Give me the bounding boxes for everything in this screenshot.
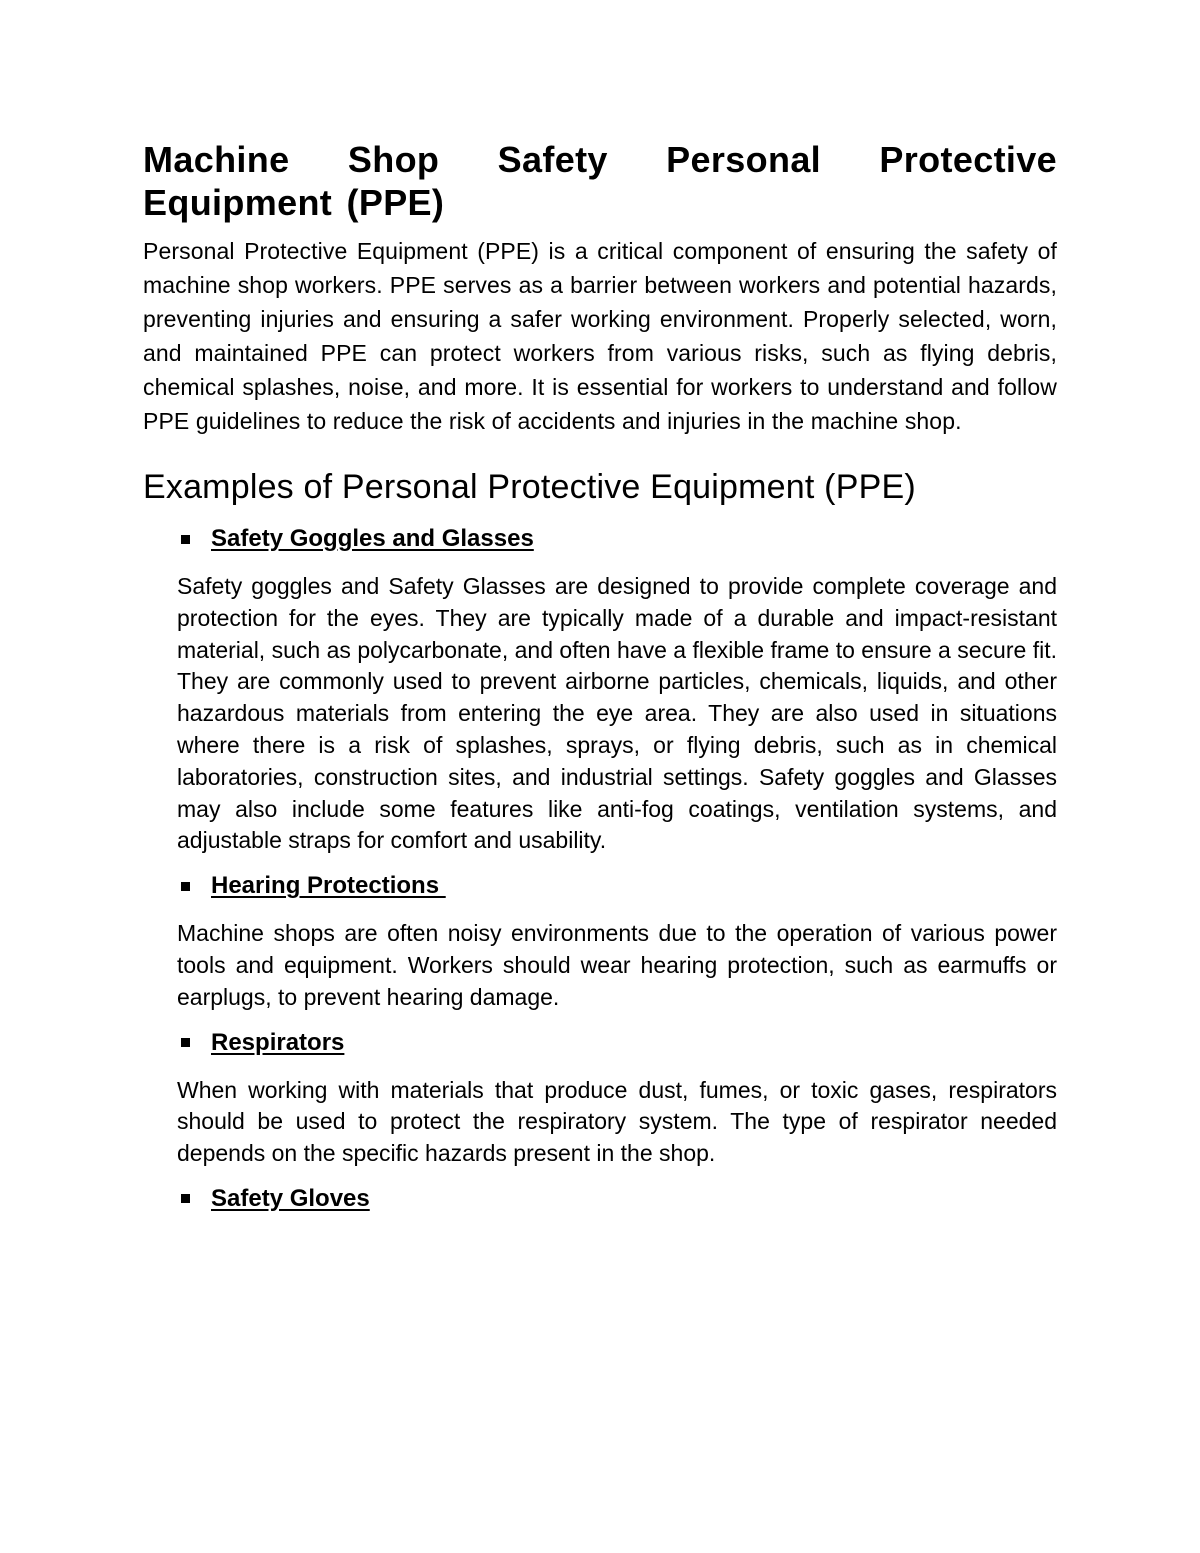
section-heading: Examples of Personal Protective Equipment (PPE) — [143, 468, 916, 506]
list-item-safety-gloves — [177, 1184, 1057, 1214]
list-item-safety-goggles — [177, 524, 1057, 857]
document-page — [143, 138, 1057, 1214]
item-title: Respirators — [211, 1028, 345, 1056]
list-item-respirators — [177, 1028, 1057, 1170]
square-bullet-icon — [181, 1194, 190, 1203]
square-bullet-icon — [181, 882, 190, 891]
square-bullet-icon — [181, 535, 190, 544]
item-body: Safety goggles and Safety Glasses are designed to provide complete coverage and protection for the eyes. They are typically made of a durable and impact-resistant material, such as polycarbonate, and often have a flexible frame to ensure a secure fit. They are commonly used to prevent airborne particles, chemicals, liquids, and other hazardous materials from entering the eye area. They are also used in situations where there is a risk of splashes, sprays, or flying debris, such as in chemical laboratories, construction sites, and industrial settings. Safety goggles and Glasses may also include some features like anti-fog coatings, ventilation systems, and adjustable straps for comfort and usability. — [177, 573, 1057, 854]
item-title: Hearing Protections — [211, 872, 446, 900]
document-title: Machine Shop Safety Personal Protective Equipment (PPE) — [143, 139, 1057, 223]
list-item-hearing-protections — [177, 871, 1057, 1013]
item-title: Safety Goggles and Glasses — [211, 525, 534, 552]
item-body: When working with materials that produce dust, fumes, or toxic gases, respirators should be used to protect the respiratory system. The type of respirator needed depends on the specific hazards present in the shop. — [177, 1076, 1057, 1167]
item-body: Machine shops are often noisy environments due to the operation of various power tools and equipment. Workers should wear hearing protection, such as earmuffs or earplugs, to prevent hearing damage. — [177, 920, 1057, 1010]
intro-paragraph: Personal Protective Equipment (PPE) is a critical component of ensuring the safety of machine shop workers. PPE serves as a barrier between workers and potential hazards, preventing injuries and ensuring a safer working environment. Properly selected, worn, and maintained PPE can protect workers from various risks, such as flying debris, chemical splashes, noise, and more. It is essential for workers to understand and follow PPE guidelines to reduce the risk of accidents and injuries in the machine shop. — [143, 238, 1057, 434]
square-bullet-icon — [181, 1038, 190, 1047]
item-title: Safety Gloves — [211, 1184, 370, 1212]
